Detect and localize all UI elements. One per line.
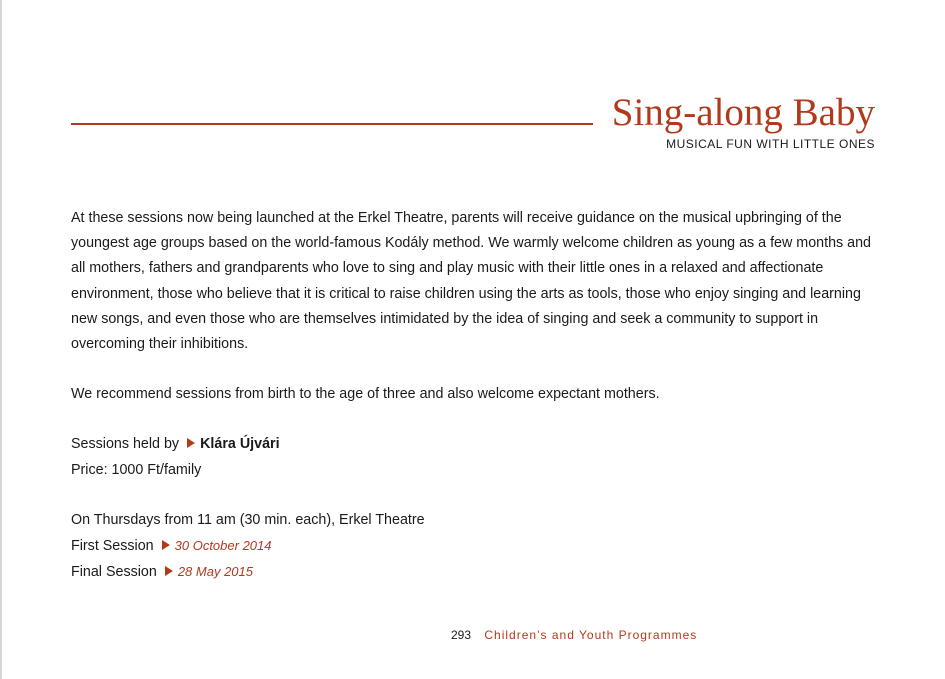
- first-session-date: 30 October 2014: [174, 538, 272, 554]
- page-title: Sing-along Baby: [611, 91, 875, 134]
- triangle-right-icon: [187, 438, 195, 448]
- schedule-line: On Thursdays from 11 am (30 min. each), Erkel Theatre: [71, 511, 425, 528]
- host-line: [71, 432, 871, 457]
- header-rule: [71, 123, 593, 125]
- triangle-right-icon: [165, 566, 173, 576]
- page-subtitle: MUSICAL FUN WITH LITTLE ONES: [666, 137, 875, 151]
- section-name: Children’s and Youth Programmes: [484, 628, 698, 642]
- article-body: [71, 206, 871, 585]
- first-session-label: First Session: [71, 538, 154, 555]
- final-session-label: Final Session: [71, 564, 157, 581]
- final-session-date: 28 May 2015: [177, 564, 253, 580]
- page-footer: [451, 628, 697, 642]
- page-number: 293: [451, 628, 472, 642]
- paragraph-gap: [71, 407, 871, 432]
- price-line: Price: 1000 Ft/family: [71, 461, 202, 478]
- host-label: Sessions held by: [71, 436, 180, 453]
- final-session-line: [71, 559, 871, 585]
- recommendation-paragraph: We recommend sessions from birth to the age of three and also welcome expectant mothers.: [71, 386, 660, 403]
- paragraph-gap: [71, 483, 871, 508]
- first-session-line: [71, 533, 871, 559]
- paragraph-gap: [71, 357, 871, 382]
- page-edge: [0, 0, 2, 679]
- triangle-right-icon: [162, 540, 170, 550]
- intro-paragraph: At these sessions now being launched at the Erkel Theatre, parents will receive guidance on the musical upbringing of the youngest age groups based on the world-famous Kodály method. We warmly welcome children as young as a few months and all mothers, fathers and grandparents who love to sing and play music with their little ones in a relaxed and affectionate environment, those who believe that it is critical to raise children using the arts as tools, those who enjoy singing and learning new songs, and even those who are themselves intimidated by the idea of singing and seek a community to support in overcoming their inhibitions.: [71, 210, 872, 353]
- host-name: Klára Újvári: [200, 436, 280, 453]
